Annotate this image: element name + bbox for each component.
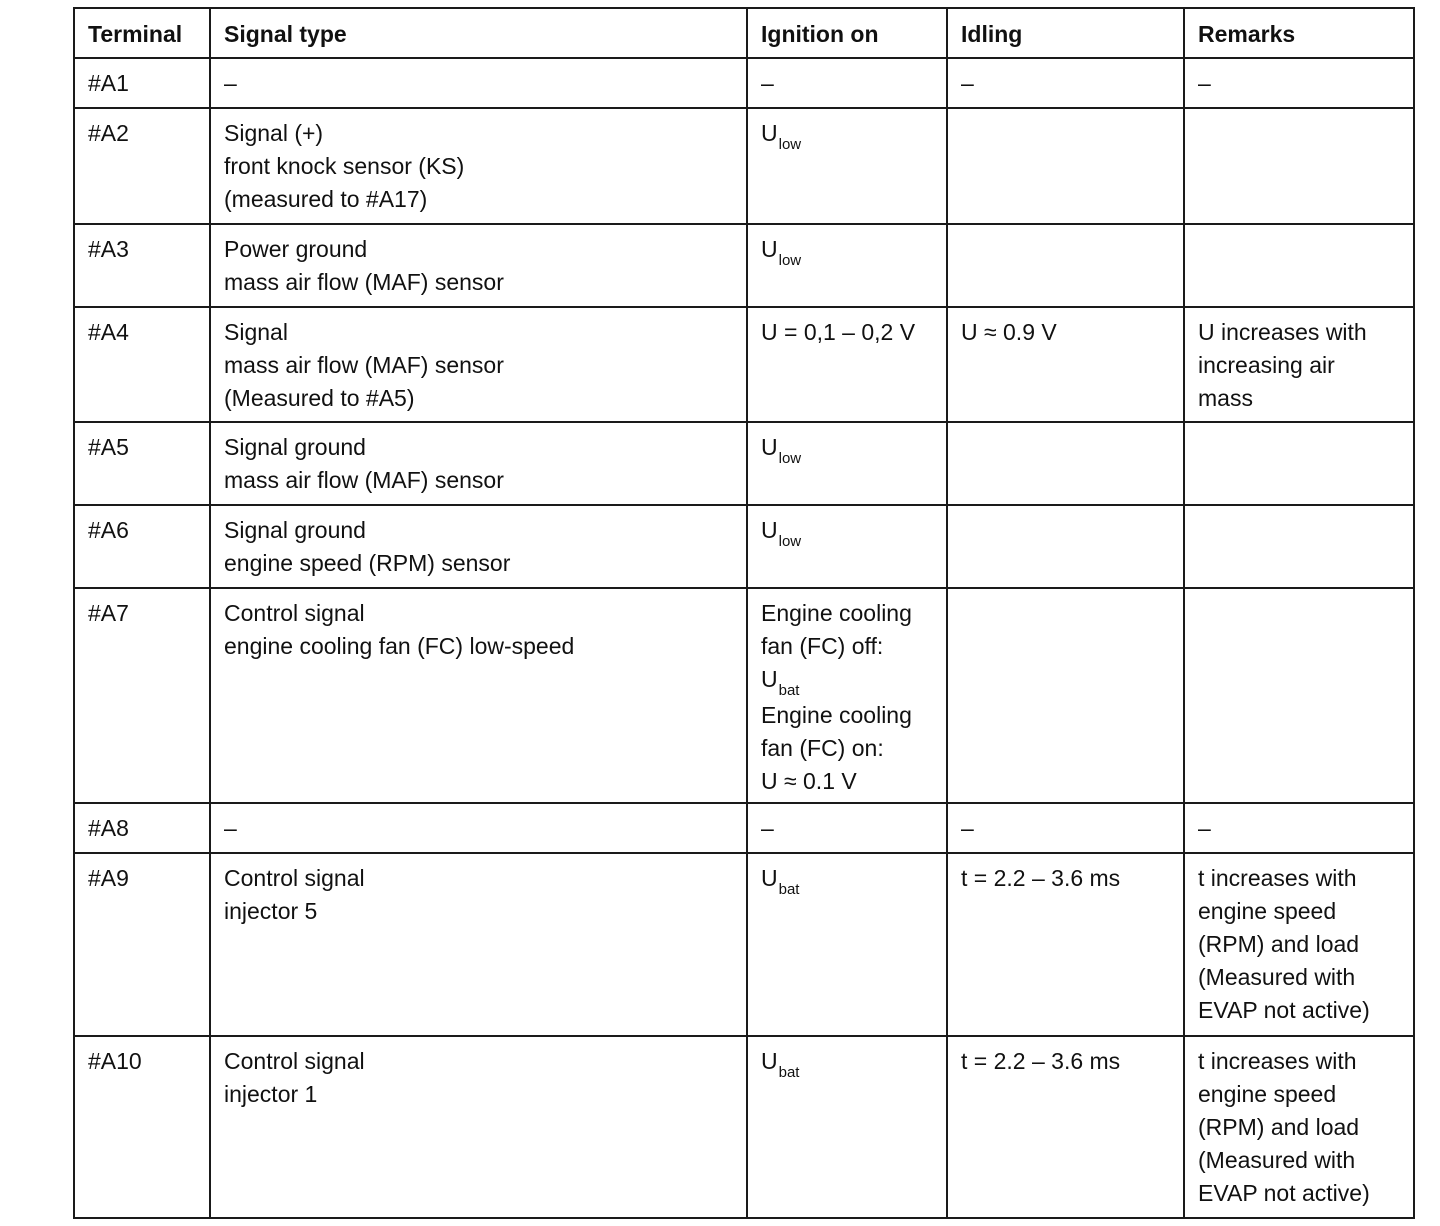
signal-type-line: – [224, 815, 237, 841]
voltage-symbol: U [761, 1048, 778, 1074]
signal-type-line: injector 5 [224, 898, 318, 924]
ignition-on-line: Engine cooling [761, 600, 912, 626]
terminal-cell: #A4 [74, 307, 210, 422]
remarks-line: – [1198, 70, 1211, 96]
signal-type-cell [210, 58, 747, 108]
idling-line: t = 2.2 – 3.6 ms [961, 1048, 1121, 1074]
remarks-cell [1184, 505, 1414, 588]
voltage-symbol: U [761, 434, 778, 460]
terminal-cell: #A10 [74, 1036, 210, 1218]
voltage-subscript: bat [778, 682, 800, 699]
voltage-symbol: U [761, 517, 778, 543]
voltage-value [761, 233, 933, 269]
remarks-cell [1184, 853, 1414, 1036]
header-signal-type: Signal type [210, 8, 747, 58]
signal-type-line: mass air flow (MAF) sensor [224, 269, 504, 295]
voltage-symbol: U [761, 666, 778, 692]
terminal-cell: #A5 [74, 422, 210, 505]
signal-type-line: Signal (+) [224, 120, 324, 146]
remarks-line: (RPM) and load [1198, 931, 1360, 957]
signal-type-line: Control signal [224, 600, 365, 626]
idling-cell [947, 505, 1184, 588]
signal-type-line: Control signal [224, 865, 365, 891]
signal-type-cell [210, 422, 747, 505]
remarks-line: EVAP not active) [1198, 1180, 1370, 1206]
table-row [74, 307, 1414, 422]
ignition-on-cell [747, 422, 947, 505]
idling-line: t = 2.2 – 3.6 ms [961, 865, 1121, 891]
table-row [74, 853, 1414, 1036]
remarks-cell [1184, 224, 1414, 307]
voltage-subscript: bat [778, 1064, 800, 1081]
idling-cell [947, 853, 1184, 1036]
voltage-value [761, 862, 933, 898]
ignition-on-line: fan (FC) off: [761, 633, 884, 659]
voltage-symbol: U [761, 236, 778, 262]
signal-type-line: mass air flow (MAF) sensor [224, 467, 504, 493]
voltage-subscript: low [778, 252, 802, 269]
remarks-line: t increases with [1198, 1048, 1357, 1074]
voltage-symbol: U [761, 865, 778, 891]
remarks-cell [1184, 58, 1414, 108]
signal-type-cell [210, 588, 747, 803]
signal-type-cell [210, 224, 747, 307]
table-row [74, 1036, 1414, 1218]
table-row [74, 588, 1414, 803]
ignition-on-line: U = 0,1 – 0,2 V [761, 319, 916, 345]
remarks-line: – [1198, 815, 1211, 841]
terminal-cell: #A6 [74, 505, 210, 588]
signal-type-line: engine speed (RPM) sensor [224, 550, 511, 576]
voltage-value [761, 663, 933, 699]
signal-type-line: (Measured to #A5) [224, 385, 415, 411]
remarks-line: t increases with [1198, 865, 1357, 891]
ignition-on-cell [747, 588, 947, 803]
voltage-value [761, 431, 933, 467]
ignition-on-cell [747, 108, 947, 224]
signal-type-line: Signal ground [224, 517, 366, 543]
terminal-cell: #A3 [74, 224, 210, 307]
signal-type-line: Power ground [224, 236, 368, 262]
ignition-on-line: – [761, 70, 774, 96]
remarks-cell [1184, 422, 1414, 505]
ignition-on-line: U ≈ 0.1 V [761, 768, 857, 794]
voltage-value [761, 117, 933, 153]
remarks-line: (Measured with [1198, 1147, 1356, 1173]
remarks-line: U increases with [1198, 319, 1367, 345]
remarks-cell [1184, 588, 1414, 803]
terminal-cell: #A1 [74, 58, 210, 108]
ignition-on-line: – [761, 815, 774, 841]
remarks-line: EVAP not active) [1198, 997, 1370, 1023]
remarks-cell [1184, 803, 1414, 853]
remarks-line: mass [1198, 385, 1253, 411]
ignition-on-line: Engine cooling [761, 702, 912, 728]
terminal-cell: #A7 [74, 588, 210, 803]
header-ignition-on: Ignition on [747, 8, 947, 58]
table-row [74, 224, 1414, 307]
idling-cell [947, 422, 1184, 505]
ignition-on-cell [747, 505, 947, 588]
ignition-on-cell [747, 1036, 947, 1218]
idling-line: – [961, 70, 974, 96]
ignition-on-cell [747, 853, 947, 1036]
signal-type-line: injector 1 [224, 1081, 318, 1107]
signal-type-line: – [224, 70, 237, 96]
voltage-symbol: U [761, 120, 778, 146]
signal-type-line: mass air flow (MAF) sensor [224, 352, 504, 378]
voltage-subscript: low [778, 533, 802, 550]
terminal-cell: #A9 [74, 853, 210, 1036]
remarks-line: engine speed [1198, 1081, 1337, 1107]
ignition-on-cell [747, 803, 947, 853]
table-row [74, 422, 1414, 505]
ignition-on-cell [747, 307, 947, 422]
voltage-subscript: bat [778, 881, 800, 898]
remarks-line: (RPM) and load [1198, 1114, 1360, 1140]
remarks-cell [1184, 108, 1414, 224]
ignition-on-line: fan (FC) on: [761, 735, 884, 761]
terminal-signal-table [73, 7, 1415, 1219]
idling-line: – [961, 815, 974, 841]
table-row [74, 108, 1414, 224]
header-remarks: Remarks [1184, 8, 1414, 58]
signal-type-line: (measured to #A17) [224, 186, 428, 212]
idling-cell [947, 307, 1184, 422]
signal-type-cell [210, 803, 747, 853]
header-idling: Idling [947, 8, 1184, 58]
idling-line: U ≈ 0.9 V [961, 319, 1057, 345]
remarks-line: (Measured with [1198, 964, 1356, 990]
table-row [74, 505, 1414, 588]
table-row [74, 58, 1414, 108]
ignition-on-cell [747, 224, 947, 307]
idling-cell [947, 588, 1184, 803]
signal-type-cell [210, 1036, 747, 1218]
table-body [74, 58, 1414, 1218]
signal-type-line: front knock sensor (KS) [224, 153, 465, 179]
signal-type-cell [210, 108, 747, 224]
voltage-value [761, 1045, 933, 1081]
remarks-line: increasing air [1198, 352, 1335, 378]
terminal-cell: #A8 [74, 803, 210, 853]
idling-cell [947, 58, 1184, 108]
remarks-line: engine speed [1198, 898, 1337, 924]
signal-type-line: Signal ground [224, 434, 366, 460]
signal-type-cell [210, 853, 747, 1036]
idling-cell [947, 108, 1184, 224]
signal-type-cell [210, 505, 747, 588]
signal-type-line: Signal [224, 319, 288, 345]
voltage-subscript: low [778, 136, 802, 153]
idling-cell [947, 803, 1184, 853]
voltage-subscript: low [778, 450, 802, 467]
idling-cell [947, 1036, 1184, 1218]
idling-cell [947, 224, 1184, 307]
table-row [74, 803, 1414, 853]
voltage-value [761, 514, 933, 550]
signal-type-line: Control signal [224, 1048, 365, 1074]
signal-type-line: engine cooling fan (FC) low-speed [224, 633, 575, 659]
remarks-cell [1184, 307, 1414, 422]
header-row [74, 8, 1414, 58]
remarks-cell [1184, 1036, 1414, 1218]
terminal-cell: #A2 [74, 108, 210, 224]
header-terminal: Terminal [74, 8, 210, 58]
signal-type-cell [210, 307, 747, 422]
ignition-on-cell [747, 58, 947, 108]
